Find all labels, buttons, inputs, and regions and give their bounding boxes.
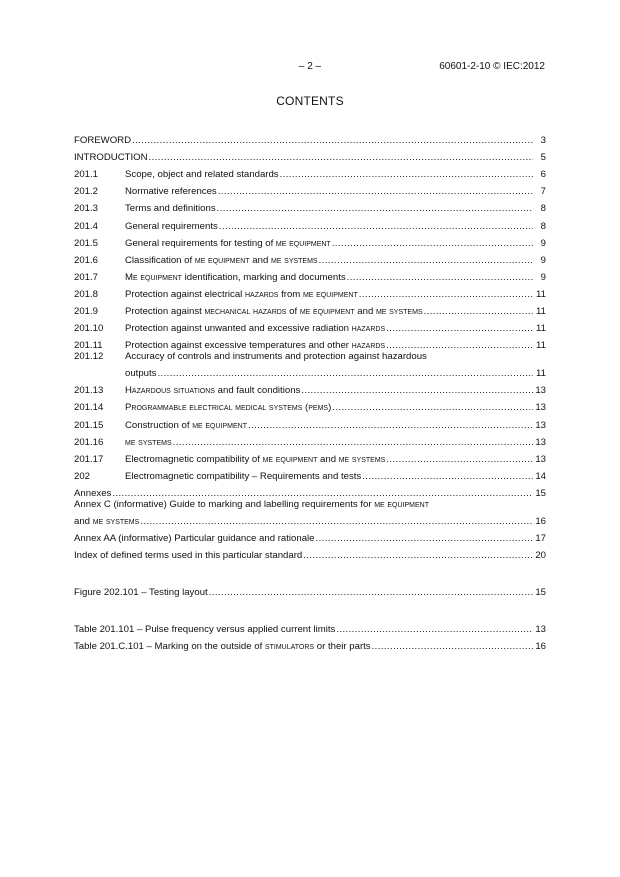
table-of-contents [74, 129, 546, 652]
toc-entry-title: Construction of me equipment [125, 419, 247, 431]
toc-page-number: 9 [540, 254, 546, 266]
toc-entry-annex-aa[interactable] [74, 527, 546, 544]
toc-entry-title: Terms and definitions [125, 203, 216, 215]
toc-entry-201-9[interactable] [74, 300, 546, 317]
dot-leader [149, 152, 533, 163]
page-header [0, 61, 620, 75]
toc-page-number: 20 [535, 550, 546, 562]
toc-entry-title: Annex C (informative) Guide to marking and labelling requirements for me equipment [74, 498, 429, 510]
toc-entry-table-201-101[interactable] [74, 618, 546, 635]
toc-entry-title: Me equipment identification, marking and documents [125, 271, 346, 283]
toc-entry-title: Scope, object and related standards [125, 169, 279, 181]
toc-page-number: 11 [536, 306, 546, 318]
toc-entry-201-12[interactable] [74, 351, 546, 379]
clause-number: 201.12 [74, 351, 104, 363]
toc-page-number: 9 [540, 237, 546, 249]
dot-leader [209, 587, 533, 598]
toc-entry-title: Protection against excessive temperatures and other hazards [125, 340, 386, 352]
clause-number: 201.15 [74, 419, 104, 431]
toc-entry-title: General requirements for testing of me equipment [125, 237, 331, 249]
toc-entry-201-1[interactable] [74, 163, 546, 180]
toc-entry-figure-202-101[interactable] [74, 581, 546, 598]
dot-leader [424, 306, 533, 317]
toc-entry-title: General requirements [125, 220, 218, 232]
dot-leader [386, 340, 533, 351]
toc-page-number: 7 [540, 186, 546, 198]
clause-number: 201.6 [74, 254, 99, 266]
toc-entry-title: Annexes [74, 487, 112, 499]
toc-page-number: 13 [535, 624, 546, 636]
toc-page-number: 15 [535, 587, 546, 599]
toc-entry-title: Normative references [125, 186, 217, 198]
toc-page-number: 13 [535, 402, 546, 414]
toc-entry-title: me systems [125, 436, 172, 448]
clause-number: 201.10 [74, 323, 104, 335]
document-reference: 60601-2-10 © IEC:2012 [439, 61, 545, 72]
toc-entry-index[interactable] [74, 544, 546, 561]
toc-entry-introduction[interactable] [74, 146, 546, 163]
toc-entry-201-7[interactable] [74, 266, 546, 283]
toc-page-number: 8 [540, 220, 546, 232]
clause-number: 201.17 [74, 453, 104, 465]
dot-leader [218, 186, 533, 197]
toc-entry-202[interactable] [74, 465, 546, 482]
clause-number: 201.9 [74, 306, 99, 318]
clause-number: 201.3 [74, 203, 99, 215]
clause-number: 201.2 [74, 186, 99, 198]
dot-leader [336, 624, 533, 635]
dot-leader [112, 488, 533, 499]
contents-title: CONTENTS [276, 94, 344, 108]
dot-leader [219, 221, 533, 232]
toc-entry-201-15[interactable] [74, 413, 546, 430]
toc-entry-title: Accuracy of controls and instruments and protection against hazardous [125, 351, 427, 363]
toc-entry-title: Classification of me equipment and me systems [125, 254, 318, 266]
toc-entry-201-3[interactable] [74, 197, 546, 214]
toc-entry-title: Index of defined terms used in this particular standard [74, 550, 303, 562]
toc-entry-title: Figure 202.101 – Testing layout [74, 587, 208, 599]
toc-page-number: 16 [535, 641, 546, 653]
toc-entry-title: Table 201.C.101 – Marking on the outside of stimulators or their parts [74, 641, 371, 653]
dot-leader [173, 437, 533, 448]
toc-entry-title: Annex AA (informative) Particular guidance and rationale [74, 532, 315, 544]
dot-leader [332, 402, 533, 413]
dot-leader [157, 368, 533, 379]
toc-entry-201-2[interactable] [74, 180, 546, 197]
toc-entry-201-8[interactable] [74, 283, 546, 300]
toc-entry-201-5[interactable] [74, 232, 546, 249]
dot-leader [386, 323, 533, 334]
toc-entry-title: Hazardous situations and fault conditions [125, 385, 301, 397]
toc-page-number: 5 [540, 152, 546, 164]
toc-page-number: 13 [535, 419, 546, 431]
toc-entry-title: Protection against unwanted and excessive radiation hazards [125, 323, 386, 335]
toc-page-number: 11 [536, 288, 546, 300]
dot-leader [217, 203, 533, 214]
clause-number: 201.13 [74, 385, 104, 397]
dot-leader [140, 516, 533, 527]
toc-page-number: 11 [536, 368, 546, 380]
clause-number: 201.7 [74, 271, 99, 283]
toc-entry-title: Table 201.101 – Pulse frequency versus applied current limits [74, 624, 336, 636]
toc-entry-annex-c[interactable] [74, 499, 546, 527]
clause-number: 202 [74, 470, 91, 482]
toc-entry-title: Programmable electrical medical systems (pems) [125, 402, 332, 414]
clause-number: 201.11 [74, 340, 103, 352]
dot-leader [347, 272, 533, 283]
dot-leader [248, 420, 533, 431]
dot-leader [280, 169, 533, 180]
toc-entry-201-11[interactable] [74, 334, 546, 351]
clause-number: 201.14 [74, 402, 104, 414]
dot-leader [372, 641, 533, 652]
clause-number: 201.16 [74, 436, 104, 448]
dot-leader [132, 135, 533, 146]
clause-number: 201.8 [74, 288, 99, 300]
toc-page-number: 15 [535, 487, 546, 499]
toc-entry-201-17[interactable] [74, 448, 546, 465]
toc-page-number: 13 [535, 436, 546, 448]
dot-leader [386, 454, 533, 465]
toc-page-number: 13 [535, 385, 546, 397]
toc-entry-201-10[interactable] [74, 317, 546, 334]
toc-entry-201-13[interactable] [74, 379, 546, 396]
dot-leader [301, 385, 533, 396]
toc-page-number: 11 [536, 340, 546, 352]
toc-page-number: 6 [540, 169, 546, 181]
toc-entry-201-4[interactable] [74, 214, 546, 231]
dot-leader [362, 471, 533, 482]
toc-entry-201-14[interactable] [74, 396, 546, 413]
toc-entry-title: Protection against electrical hazards from me equipment [125, 288, 358, 300]
toc-entry-title: Electromagnetic compatibility of me equipment and me systems [125, 453, 386, 465]
toc-page-number: 16 [535, 515, 546, 527]
toc-entry-201-16[interactable] [74, 431, 546, 448]
clause-number: 201.1 [74, 169, 99, 181]
toc-entry-title-continued: and me systems [74, 515, 140, 527]
toc-page-number: 3 [540, 135, 546, 147]
toc-page-number: 9 [540, 271, 546, 283]
dot-leader [359, 289, 533, 300]
page-number: – 2 – [298, 61, 322, 72]
toc-page-number: 17 [535, 532, 546, 544]
toc-entry-title-continued: outputs [125, 368, 157, 380]
toc-entry-title: Electromagnetic compatibility – Requirements and tests [125, 470, 362, 482]
toc-entry-table-201-c-101[interactable] [74, 635, 546, 652]
toc-entry-title: Protection against mechanical hazards of me equipment and me systems [125, 306, 423, 318]
toc-entry-201-6[interactable] [74, 249, 546, 266]
dot-leader [303, 550, 533, 561]
toc-entry-annexes[interactable] [74, 482, 546, 499]
dot-leader [332, 238, 533, 249]
toc-page-number: 14 [535, 470, 546, 482]
toc-entry-title: INTRODUCTION [74, 152, 148, 164]
clause-number: 201.4 [74, 220, 99, 232]
toc-page-number: 8 [540, 203, 546, 215]
toc-page-number: 11 [536, 323, 546, 335]
dot-leader [319, 255, 533, 266]
toc-entry-foreword[interactable] [74, 129, 546, 146]
toc-page-number: 13 [535, 453, 546, 465]
dot-leader [316, 533, 533, 544]
toc-entry-title: FOREWORD [74, 135, 132, 147]
clause-number: 201.5 [74, 237, 99, 249]
